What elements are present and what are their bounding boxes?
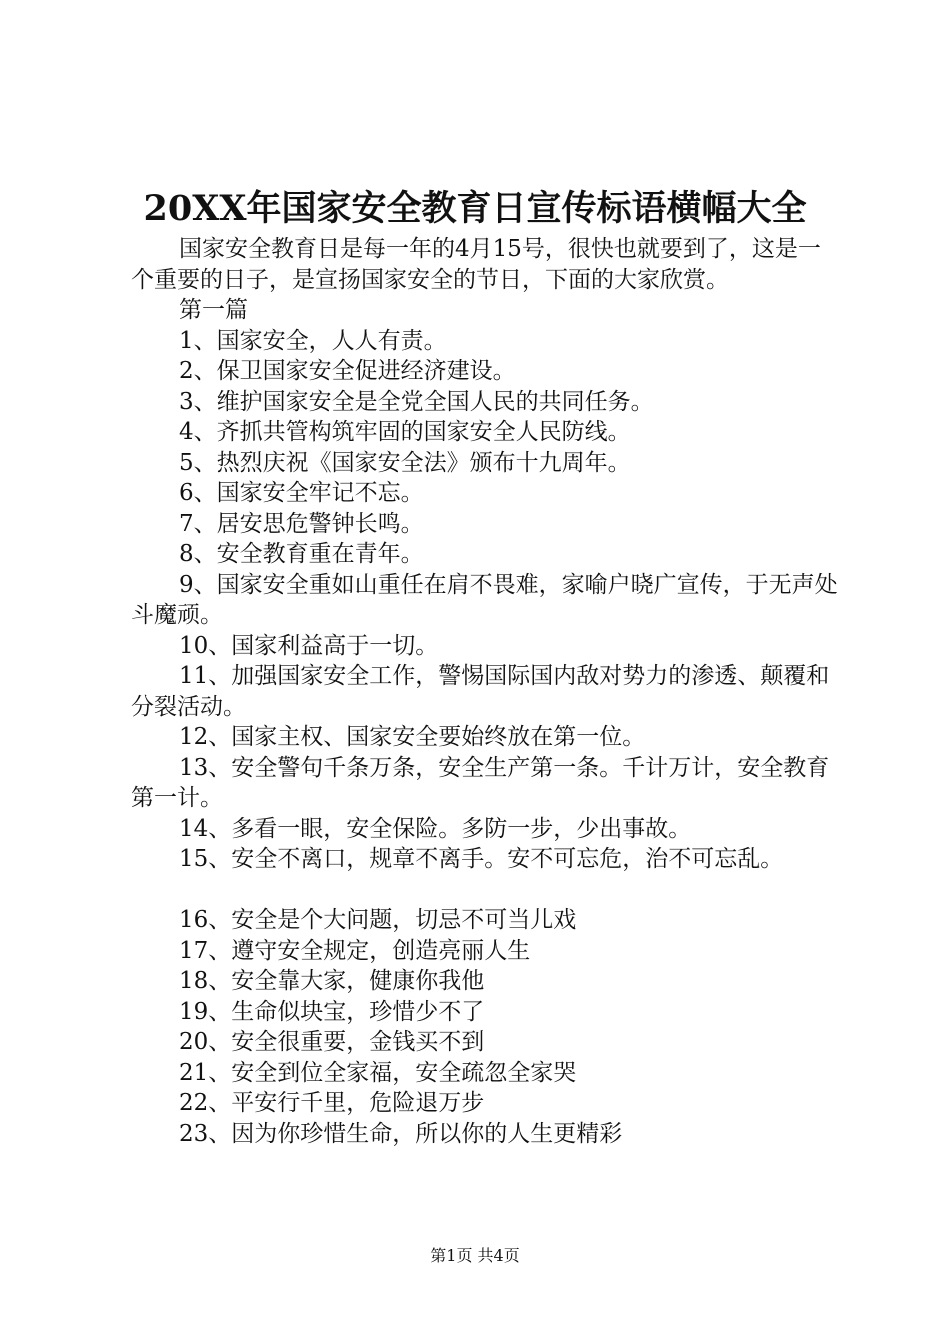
list-item: 7、居安思危警钟长鸣。 (179, 510, 424, 537)
list-item: 16、安全是个大问题，切忌不可当儿戏 (179, 907, 577, 933)
list-item: 11、加强国家安全工作，警惕国际国内敌对势力的渗透、颠覆和分裂活动。 (131, 663, 830, 720)
list-item: 21、安全到位全家福，安全疏忽全家哭 (179, 1059, 577, 1086)
list-item: 3、维护国家安全是全党全国人民的共同任务。 (179, 388, 654, 415)
document-title: 20XX年国家安全教育日宣传标语横幅大全 (143, 188, 807, 229)
list-item: 19、生命似块宝，珍惜少不了 (179, 998, 485, 1025)
list-item: 12、国家主权、国家安全要始终放在第一位。 (179, 724, 646, 750)
list-item: 9、国家安全重如山重任在肩不畏难，家喻户晓广宣传，于无声处斗魔顽。 (131, 571, 838, 628)
list-item: 15、安全不离口，规章不离手。安不可忘危，治不可忘乱。 (179, 846, 784, 872)
list-item: 22、平安行千里，危险退万步 (179, 1090, 485, 1116)
list-item: 1、国家安全，人人有责。 (179, 327, 447, 354)
list-item: 23、因为你珍惜生命，所以你的人生更精彩 (179, 1120, 623, 1147)
list-item: 18、安全靠大家，健康你我他 (179, 968, 485, 994)
page-footer: 第1页 共4页 (430, 1246, 520, 1265)
list-item: 2、保卫国家安全促进经济建设。 (179, 358, 516, 384)
list-item: 10、国家利益高于一切。 (179, 632, 439, 659)
intro-paragraph: 国家安全教育日是每一年的4月15号，很快也就要到了，这是一个重要的日子，是宣扬国家安全的节日，下面的大家欣赏。 (131, 236, 821, 293)
list-item: 17、遵守安全规定，创造亮丽人生 (179, 937, 531, 964)
list-item: 20、安全很重要，金钱买不到 (179, 1029, 485, 1055)
list-item: 13、安全警句千条万条，安全生产第一条。千计万计，安全教育第一计。 (131, 754, 830, 811)
list-item: 6、国家安全牢记不忘。 (179, 480, 424, 506)
document-body (131, 234, 841, 1149)
list-item: 14、多看一眼，安全保险。多防一步，少出事故。 (179, 815, 692, 842)
blank-line (131, 875, 841, 906)
section-heading: 第一篇 (179, 297, 248, 323)
list-item: 8、安全教育重在青年。 (179, 541, 424, 567)
list-item: 5、热烈庆祝《国家安全法》颁布十九周年。 (179, 449, 631, 476)
list-item: 4、齐抓共管构筑牢固的国家安全人民防线。 (179, 419, 631, 445)
